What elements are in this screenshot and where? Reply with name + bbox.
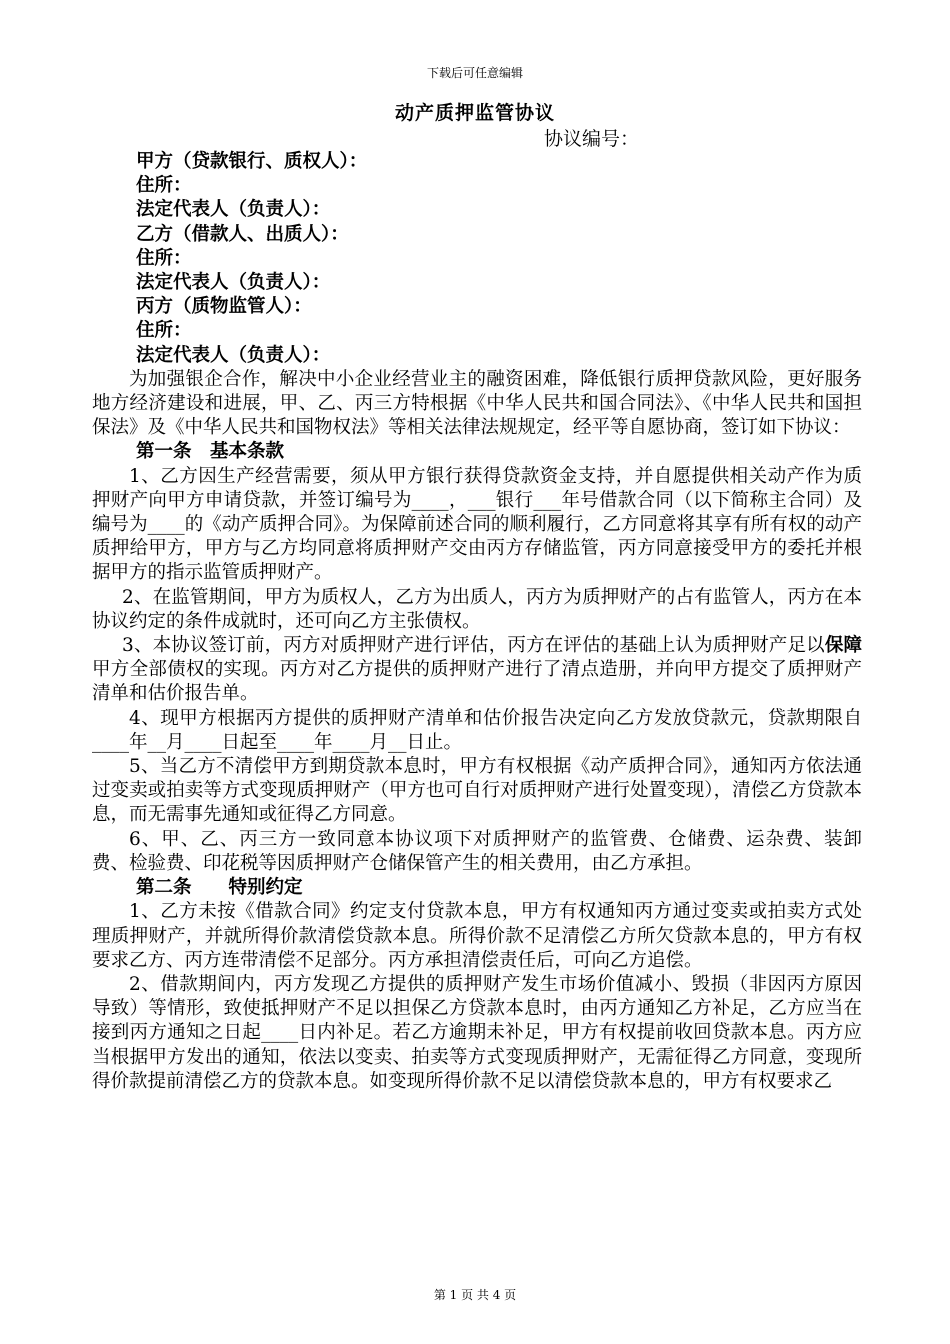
article-1-clause-2: 2、在监管期间，甲方为质权人，乙方为出质人，丙方为质押财产的占有监管人，丙方在本协议约定的条件成就时，还可向乙方主张债权。 [92, 586, 862, 632]
clause-3-bold-text: 保障 [824, 635, 862, 657]
article-1-clause-6: 6、甲、乙、丙三方一致同意本协议项下对质押财产的监管费、仓储费、运杂费、装卸费、检验费、印花税等因质押财产仓储保管产生的相关费用，由乙方承担。 [92, 828, 862, 874]
article-1-clause-4: 4、现甲方根据丙方提供的质押财产清单和估价报告决定向乙方发放贷款元，贷款期限自____年__月____日起至____年____月__日止。 [92, 707, 862, 753]
clause-3-text-a: 3、本协议签订前，丙方对质押财产进行评估，丙方在评估的基础上认为质押财产足以 [122, 635, 825, 657]
article-2-heading: 第二条 特别约定 [136, 877, 303, 899]
party-b-line: 乙方（借款人、出质人）： [136, 223, 349, 245]
agreement-number-label: 协议编号： [544, 128, 640, 150]
party-a-line: 甲方（贷款银行、质权人）： [136, 151, 368, 172]
clause-3-text-b: 甲方全部债权的实现。丙方对乙方提供的质押财产进行了清点造册，并向甲方提交了质押财产清单和估价报告单。 [92, 659, 862, 705]
article-1-clause-1: 1、乙方因生产经营需要，须从甲方银行获得贷款资金支持，并自愿提供相关动产作为质押财产向甲方申请贷款，并签订编号为____，___银行___年号借款合同（以下简称主合同）及编号为____的《动产质押合同》。为保障前述合同的顺利履行，乙方同意将其享有所有权的动产质押给甲方，甲方与乙方均同意将质押财产交由丙方存储监管，丙方同意接受甲方的委托并根据甲方的指示监管质押财产。 [92, 465, 862, 584]
article-2-clause-2: 2、借款期间内，丙方发现乙方提供的质押财产发生市场价值减小、毁损（非因丙方原因导致）等情形，致使抵押财产不足以担保乙方贷款本息时，由丙方通知乙方补足，乙方应当在接到丙方通知之日起____日内补足。若乙方逾期未补足，甲方有权提前收回贷款本息。丙方应当根据甲方发出的通知，依法以变卖、拍卖等方式变现质押财产，无需征得乙方同意，变现所得价款提前清偿乙方的贷款本息。如变现所得价款不足以清偿贷款本息的，甲方有权要求乙 [92, 973, 862, 1092]
party-a-representative: 法定代表人（负责人）： [136, 199, 331, 221]
page-footer: 第 1 页 共 4 页 [433, 1288, 517, 1302]
preamble-paragraph: 为加强银企合作，解决中小企业经营业主的融资困难，降低银行质押贷款风险，更好服务地方经济建设和进展，甲、乙、丙三方特根据《中华人民共和国合同法》、《中华人民共和国担保法》及《中华人民共和国物权法》等相关法律法规规定，经平等自愿协商，签订如下协议： [92, 368, 862, 439]
article-1-clause-5: 5、当乙方不清偿甲方到期贷款本息时，甲方有权根据《动产质押合同》，通知丙方依法通过变卖或拍卖等方式变现质押财产（甲方也可自行对质押财产进行处置变现），清偿乙方贷款本息，而无需事先通知或征得乙方同意。 [92, 756, 862, 826]
party-c-line: 丙方（质物监管人）： [136, 296, 312, 318]
party-b-representative: 法定代表人（负责人）： [136, 272, 331, 294]
party-b-address: 住所： [136, 247, 192, 269]
header-note: 下载后可任意编辑 [426, 66, 523, 80]
article-2-clause-1: 1、乙方未按《借款合同》约定支付贷款本息，甲方有权通知丙方通过变卖或拍卖方式处理质押财产，并就所得价款清偿贷款本息。所得价款不足清偿乙方所欠贷款本息的，甲方有权要求乙方、丙方连带清偿不足部分。丙方承担清偿责任后，可向乙方追偿。 [92, 901, 862, 971]
party-a-address: 住所： [136, 175, 192, 197]
party-c-representative: 法定代表人（负责人）： [136, 344, 331, 366]
document-title: 动产质押监管协议 [394, 102, 555, 124]
party-c-address: 住所： [136, 320, 192, 342]
article-1-heading: 第一条 基本条款 [136, 441, 285, 463]
article-1-clause-3 [92, 634, 862, 707]
document-body [92, 150, 862, 1094]
